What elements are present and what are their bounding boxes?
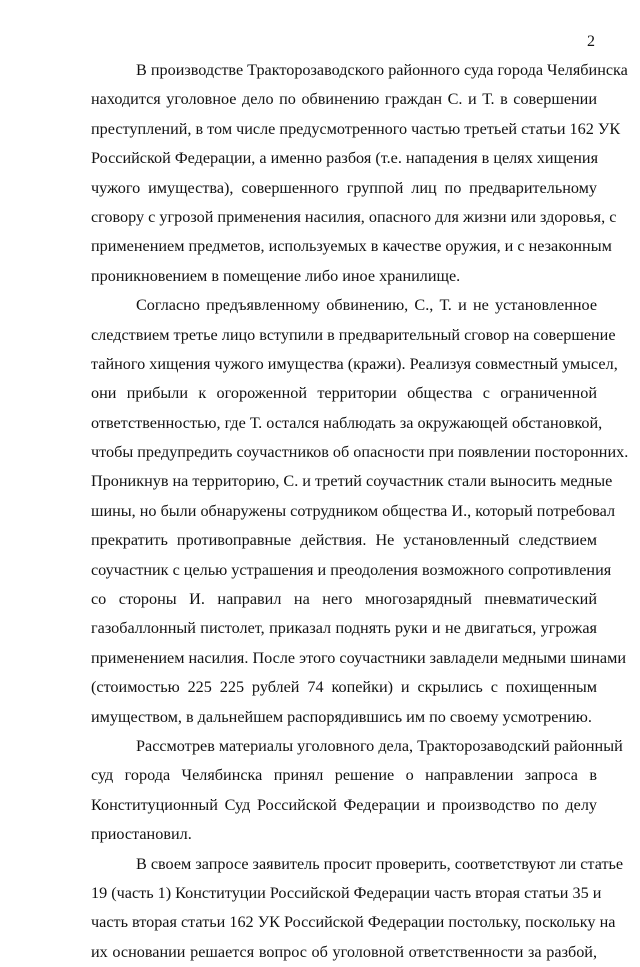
text-line: В производстве Тракторозаводского районного суда города Челябинска — [136, 61, 628, 79]
body-text — [91, 0, 629, 967]
text-line: Российской Федерации, а именно разбоя (т.е. нападения в целях хищения — [91, 149, 599, 168]
text-line: 19 (часть 1) Конституции Российской Федерации часть вторая статьи 35 и — [91, 883, 602, 902]
text-line: газобаллонный пистолет, приказал поднять руки и не двигаться, угрожая — [91, 619, 597, 638]
text-line: тайного хищения чужого имущества (кражи). Реализуя совместный умысел, — [91, 354, 618, 373]
text-line: соучастник с целью устрашения и преодоления возможного сопротивления — [91, 560, 612, 579]
text-line: их основании решается вопрос об уголовной ответственности за разбой, — [91, 942, 597, 961]
text-line: часть вторая статьи 162 УК Российской Федерации постольку, поскольку на — [91, 913, 616, 932]
text-line: приостановил. — [91, 825, 192, 844]
text-line: со стороны И. направил на него многозарядный пневматический — [91, 590, 597, 609]
text-line: Рассмотрев материалы уголовного дела, Тракторозаводский районный — [136, 736, 623, 755]
text-line: суд города Челябинска принял решение о направлении запроса в — [91, 766, 597, 785]
text-line: прекратить противоправные действия. Не установленный следствием — [91, 531, 597, 550]
text-line: чтобы предупредить соучастников об опасности при появлении посторонних. — [91, 443, 629, 462]
text-line: Конституционный Суд Российской Федерации и производство по делу — [91, 795, 597, 814]
text-line: они прибыли к огороженной территории общества с ограниченной — [91, 384, 597, 403]
paragraph — [91, 732, 623, 850]
paragraph — [91, 850, 624, 967]
paragraph — [91, 291, 629, 732]
paragraph — [91, 56, 628, 291]
text-line: шины, но были обнаружены сотрудником общества И., который потребовал — [91, 501, 616, 520]
text-line: (стоимостью 225 225 рублей 74 копейки) и скрылись с похищенным — [91, 678, 597, 697]
text-line: чужого имущества), совершенного группой лиц по предварительному — [91, 178, 597, 197]
text-line: В своем запросе заявитель просит проверить, соответствуют ли статье — [136, 854, 624, 873]
text-line: следствием третье лицо вступили в предварительный сговор на совершение — [91, 325, 616, 344]
text-line: Согласно предъявленному обвинению, С., Т. и не установленное — [136, 296, 597, 315]
text-line: применением предметов, используемых в качестве оружия, и с незаконным — [91, 237, 612, 256]
text-line: ответственностью, где Т. остался наблюдать за окружающей обстановкой, — [91, 413, 603, 432]
page-number: 2 — [587, 33, 595, 50]
text-line: Проникнув на территорию, С. и третий соучастник стали выносить медные — [91, 472, 613, 491]
text-line: преступлений, в том числе предусмотренного частью третьей статьи 162 УК — [91, 119, 621, 138]
text-line: проникновением в помещение либо иное хранилище. — [91, 266, 461, 285]
text-line: сговору с угрозой применения насилия, опасного для жизни или здоровья, с — [91, 207, 617, 226]
text-line: имуществом, в дальнейшем распорядившись им по своему усмотрению. — [91, 707, 592, 726]
text-line: применением насилия. После этого соучастники завладели медными шинами — [91, 648, 626, 667]
text-line: находится уголовное дело по обвинению граждан С. и Т. в совершении — [91, 90, 597, 109]
